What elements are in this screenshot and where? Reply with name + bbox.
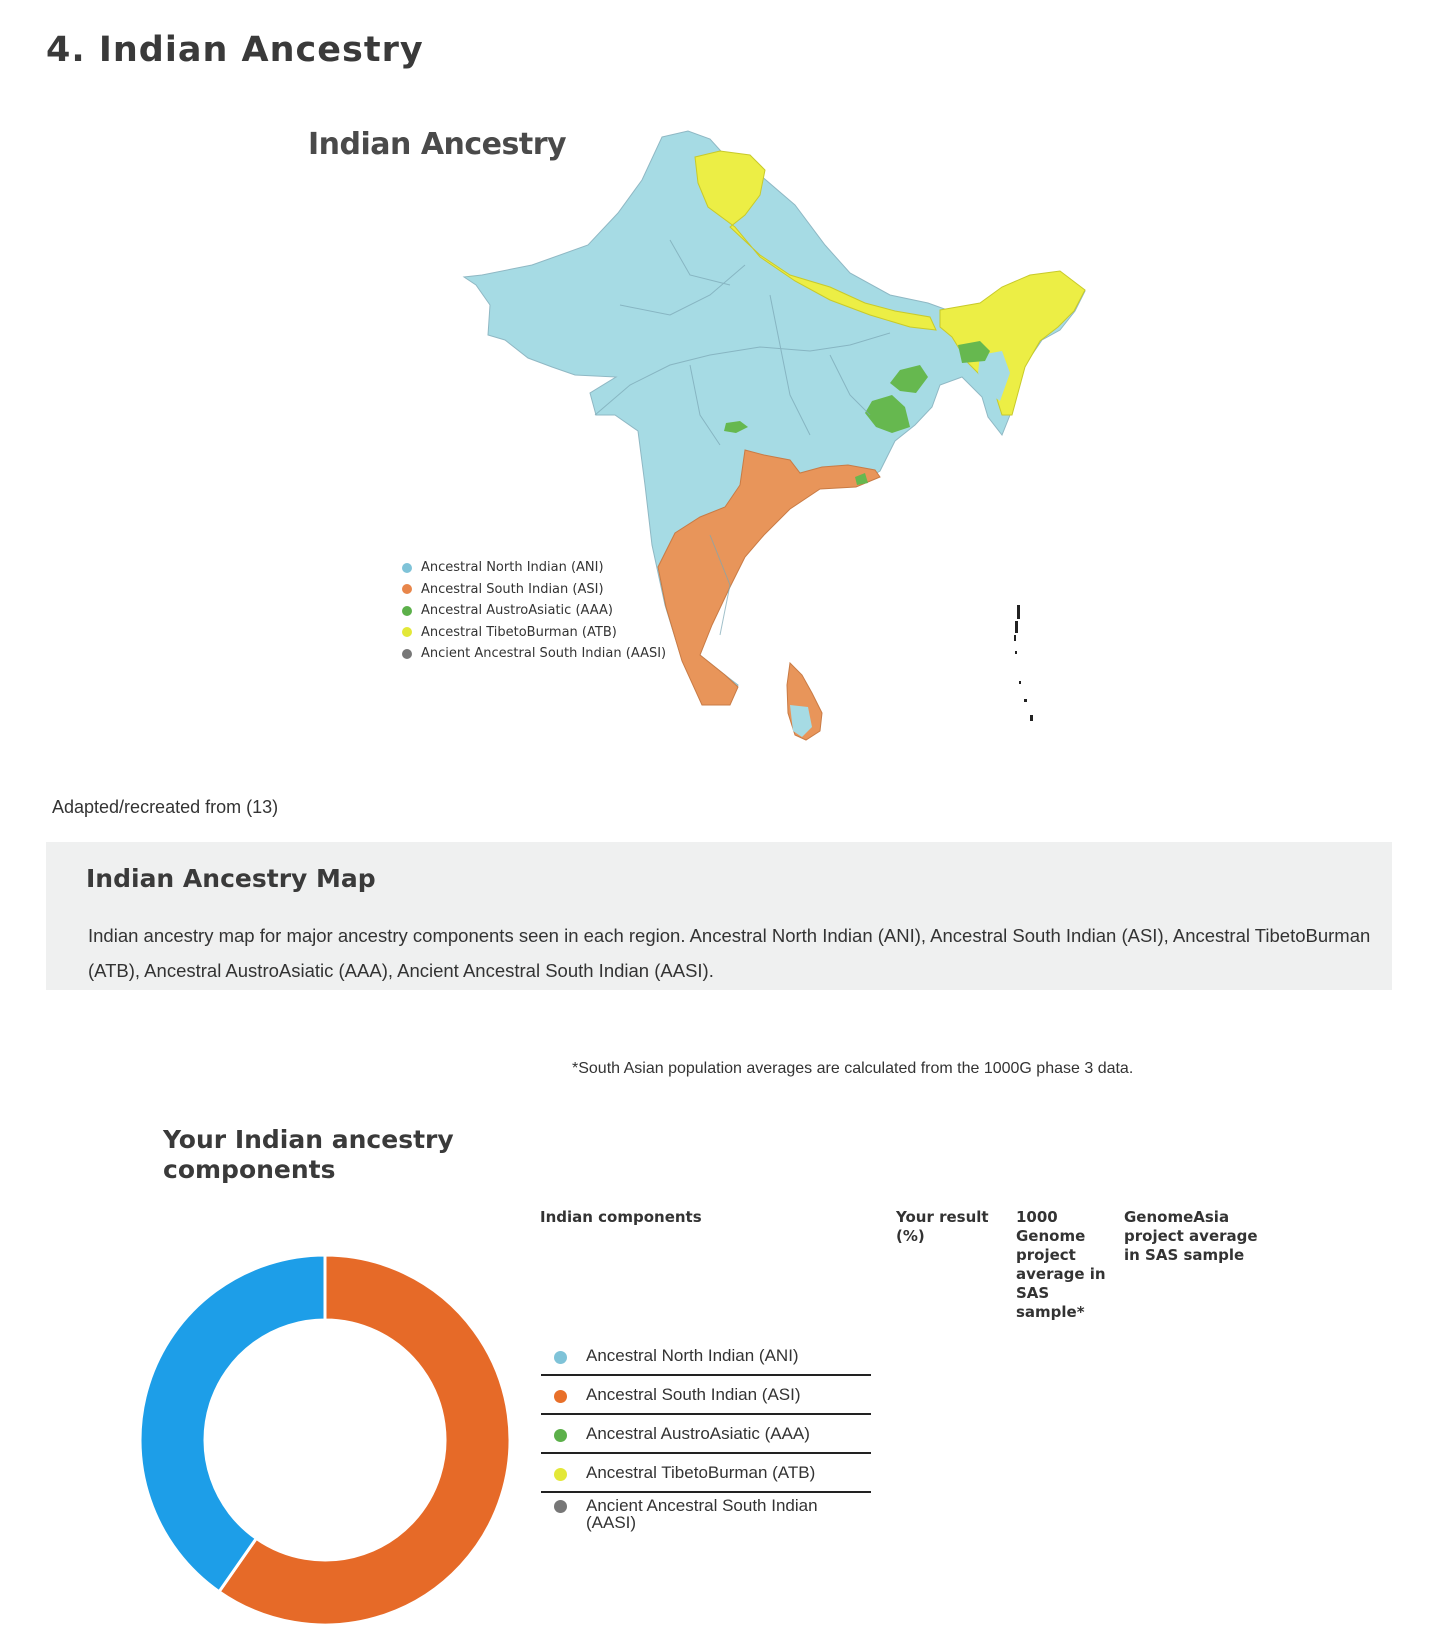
component-row-aasi: [541, 1494, 871, 1542]
map-region-atb-northeast: [940, 271, 1085, 415]
component-dot: [554, 1429, 567, 1442]
map-legend-item: [402, 579, 666, 601]
map-legend-item: [402, 600, 666, 622]
header-your-result: Your result (%): [896, 1208, 989, 1245]
component-row-ani: [541, 1337, 871, 1376]
legend-label: Ancient Ancestral South Indian (AASI): [421, 646, 667, 662]
map-legend-item: [402, 557, 666, 579]
header-1000-genome: 1000 Genome project average in SAS sample*: [1016, 1208, 1106, 1321]
map-legend-item: [402, 622, 666, 644]
component-label: Ancestral North Indian (ANI): [586, 1346, 799, 1365]
components-title: Your Indian ancestry components: [163, 1125, 454, 1184]
component-dot: [554, 1351, 567, 1364]
component-label: Ancestral South Indian (ASI): [586, 1385, 801, 1404]
info-box: [46, 842, 1392, 990]
ancestry-donut-chart: [135, 1250, 515, 1630]
ancestry-map: [290, 115, 1130, 765]
component-row-atb: [541, 1454, 871, 1493]
component-row-asi: [541, 1376, 871, 1415]
info-box-title: Indian Ancestry Map: [86, 864, 376, 893]
component-label: Ancestral AustroAsiatic (AAA): [586, 1424, 810, 1443]
map-title: Indian Ancestry: [308, 127, 567, 162]
info-box-text: Indian ancestry map for major ancestry components seen in each region. Ancestral North Indian (ANI), Ancestral South Indian (ASI), Ancestral TibetoBurman (ATB), Ancestral AustroAsiatic (AAA), Ancient Ancestral South Indian (AASI).: [88, 925, 1371, 981]
legend-label: Ancestral TibetoBurman (ATB): [421, 624, 617, 640]
component-label: Ancestral TibetoBurman (ATB): [586, 1463, 816, 1482]
footnote: *South Asian population averages are calculated from the 1000G phase 3 data.: [572, 1060, 1134, 1077]
component-dot: [554, 1390, 567, 1403]
header-genomeasia: GenomeAsia project average in SAS sample: [1124, 1208, 1258, 1264]
legend-dot-ani: [402, 563, 412, 573]
legend-label: Ancestral AustroAsiatic (AAA): [421, 603, 613, 619]
source-note: Adapted/recreated from (13): [52, 797, 279, 817]
component-label: Ancient Ancestral South Indian (AASI): [586, 1496, 818, 1532]
legend-label: Ancestral South Indian (ASI): [421, 581, 604, 597]
donut-slice: [140, 1255, 325, 1592]
header-components: Indian components: [540, 1208, 702, 1226]
map-legend-item: [402, 643, 666, 665]
legend-dot-atb: [402, 627, 412, 637]
component-dot: [554, 1468, 567, 1481]
legend-label: Ancestral North Indian (ANI): [421, 560, 604, 576]
component-dot: [554, 1500, 567, 1513]
map-legend: [402, 557, 666, 665]
india-map-svg: [290, 115, 1130, 765]
component-row-aaa: [541, 1415, 871, 1454]
legend-dot-aaa: [402, 606, 412, 616]
legend-dot-asi: [402, 584, 412, 594]
section-title: 4. Indian Ancestry: [46, 30, 424, 70]
map-andaman-islands: [1014, 605, 1033, 721]
legend-dot-aasi: [402, 649, 412, 659]
